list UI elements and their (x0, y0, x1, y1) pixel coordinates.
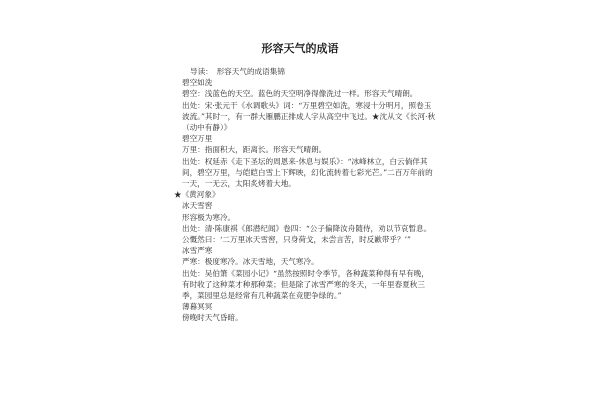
source-text: 出处：清·陈康祺《郎潜纪闻》卷四：“公子偏降汝舟随侍，劝以节哀暂息。公慨然曰：‘二万里冰天雪窖，只身荷戈，未尝言苦，时反歉带乎？’” (182, 223, 432, 245)
source-text: 出处：权延赤《走下圣坛的周恩来·休息与娱乐》：“冰峰林立，白云倘佯其间，碧空万里，与皑皑白雪上下辉映，幻化流转着七彩光芒。”二百万年前的一天，一无云，太阳炙烤着大地。 (182, 156, 433, 189)
idiom-heading: 碧空如洗 (182, 78, 213, 88)
source-text: 出处：吴伯箫《菜园小记》“虽然按照时令季节，各种蔬菜种得有早有晚，有时收了这种菜才种那种菜；但是除了冰雪严寒的冬天，一年里春夏秋三季，菜园里总是经常有几种蔬菜在竞肥争绿的。” (182, 268, 429, 301)
definition-text: 万里：指面积大，距离长。形容天气晴朗。 (182, 145, 327, 155)
source-text: 出处：宋·张元干《水调歌头》词：“万里碧空如洗，寒浸十分明月，照卷玉波流。”其时一，有一群大雁鹏正排成人字从高空中飞过。★沈从文《长河·秋（动中有静）》 (182, 100, 436, 133)
idiom-heading: 冰天雪窖 (182, 201, 213, 211)
idiom-heading: 薄暮冥冥 (182, 302, 213, 312)
article-body (174, 66, 436, 324)
idiom-heading: 冰雪严寒 (182, 246, 213, 256)
intro-line: 导读： 形容天气的成语集锦 (190, 67, 285, 76)
definition-text: 碧空：浅蓝色的天空。蓝色的天空明净得像洗过一样。形容天气晴朗。 (182, 89, 418, 99)
definition-text: 严寒：极度寒冷。冰天雪地，天气寒冷。 (182, 257, 319, 267)
definition-text: 傍晚时天气昏暗。 (182, 313, 243, 323)
definition-text: 形容极为寒冷。 (182, 212, 236, 222)
section-marker: ★《黄河象》 (174, 190, 220, 200)
page-title: 形容天气的成语 (261, 42, 339, 55)
idiom-heading: 碧空万里 (182, 134, 213, 144)
